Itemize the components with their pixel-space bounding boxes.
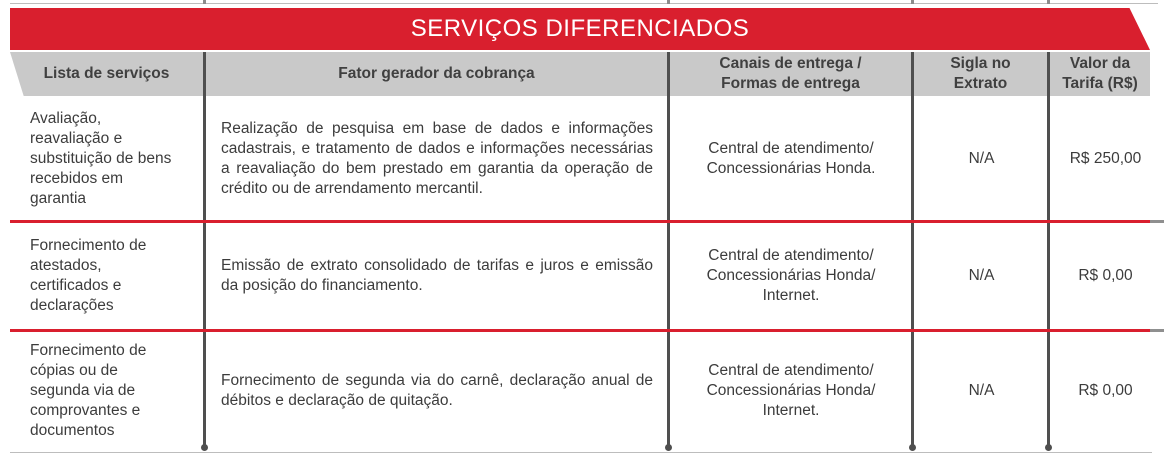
top-tick [203, 0, 206, 4]
header-valor-line2: Tarifa (R$) [1062, 75, 1138, 92]
top-tick [667, 0, 670, 4]
sigla-text: N/A [968, 267, 995, 284]
header-servicos [10, 52, 203, 96]
table-row-3-valor [1051, 332, 1160, 450]
column-end-dot [909, 444, 916, 451]
servico-text: Fornecimento de cópias ou de segunda via de comprovantes e documentos [30, 342, 147, 439]
table-row-2-canais [672, 223, 910, 329]
table-row-2-valor [1051, 223, 1160, 329]
table-row-3-canais [672, 332, 910, 450]
header-valor [1050, 52, 1150, 96]
table-row-1-fator [221, 98, 653, 220]
table-row-3-sigla [916, 332, 1047, 450]
canais-line1: Central de atendimento/ [708, 247, 874, 264]
column-end-dot [665, 444, 672, 451]
table-row-3-fator [221, 332, 653, 450]
header-sigla [914, 52, 1047, 96]
column-divider [911, 52, 914, 447]
column-divider [1047, 52, 1050, 447]
table-row-1-canais [672, 98, 910, 220]
canais-line2: Concessionárias Honda/ [706, 267, 876, 284]
valor-text: R$ 250,00 [1069, 150, 1142, 167]
header-fator-label: Fator gerador da cobrança [338, 65, 535, 82]
header-canais-line1: Canais de entrega / [719, 55, 862, 72]
canais-line1: Central de atendimento/ [708, 140, 874, 157]
canais-line3: Internet. [762, 287, 820, 304]
header-valor-line1: Valor da [1069, 55, 1131, 72]
servico-text: Avaliação, reavaliação e substituição de bens recebidos em garantia [30, 110, 172, 207]
valor-text: R$ 0,00 [1078, 382, 1133, 399]
table-row-3-servico [30, 332, 180, 450]
table-title: SERVIÇOS DIFERENCIADOS [410, 15, 750, 42]
table-row-1-valor [1051, 98, 1160, 220]
fator-text: Realização de pesquisa em base de dados e informações cadastrais, e tratamento de dados e informações necessárias a reavaliação do bem prestado em garantia da operação de crédito ou de arrendamento mercantil. [221, 120, 653, 197]
column-divider [667, 52, 670, 447]
table-row-2-fator [221, 223, 653, 329]
canais-line3: Internet. [762, 402, 820, 419]
column-end-dot [201, 444, 208, 451]
sigla-text: N/A [968, 382, 995, 399]
top-rule [10, 0, 1158, 4]
servico-text: Fornecimento de atestados, certificados e declarações [30, 237, 147, 314]
header-sigla-line2: Extrato [953, 75, 1008, 92]
column-divider [203, 52, 206, 447]
valor-text: R$ 0,00 [1078, 267, 1133, 284]
header-sigla-line1: Sigla no [950, 55, 1011, 72]
fator-text: Fornecimento de segunda via do carnê, declaração anual de débitos e declaração de quitação. [221, 372, 653, 409]
sigla-text: N/A [968, 150, 995, 167]
table-row-1-sigla [916, 98, 1047, 220]
canais-line1: Central de atendimento/ [708, 362, 874, 379]
header-canais-line2: Formas de entrega [721, 75, 860, 92]
top-tick [1047, 0, 1050, 4]
header-canais [670, 52, 911, 96]
table-row-2-sigla [916, 223, 1047, 329]
header-fator [206, 52, 667, 96]
header-servicos-label: Lista de serviços [43, 65, 170, 82]
table-row-2-servico [30, 223, 180, 329]
top-tick [911, 0, 914, 4]
canais-line2: Concessionárias Honda. [706, 160, 876, 177]
bottom-rule [10, 452, 1152, 453]
fator-text: Emissão de extrato consolidado de tarifas e juros e emissão da posição do financiamento. [221, 257, 653, 294]
canais-line2: Concessionárias Honda/ [706, 382, 876, 399]
table-row-1-servico [30, 98, 180, 220]
